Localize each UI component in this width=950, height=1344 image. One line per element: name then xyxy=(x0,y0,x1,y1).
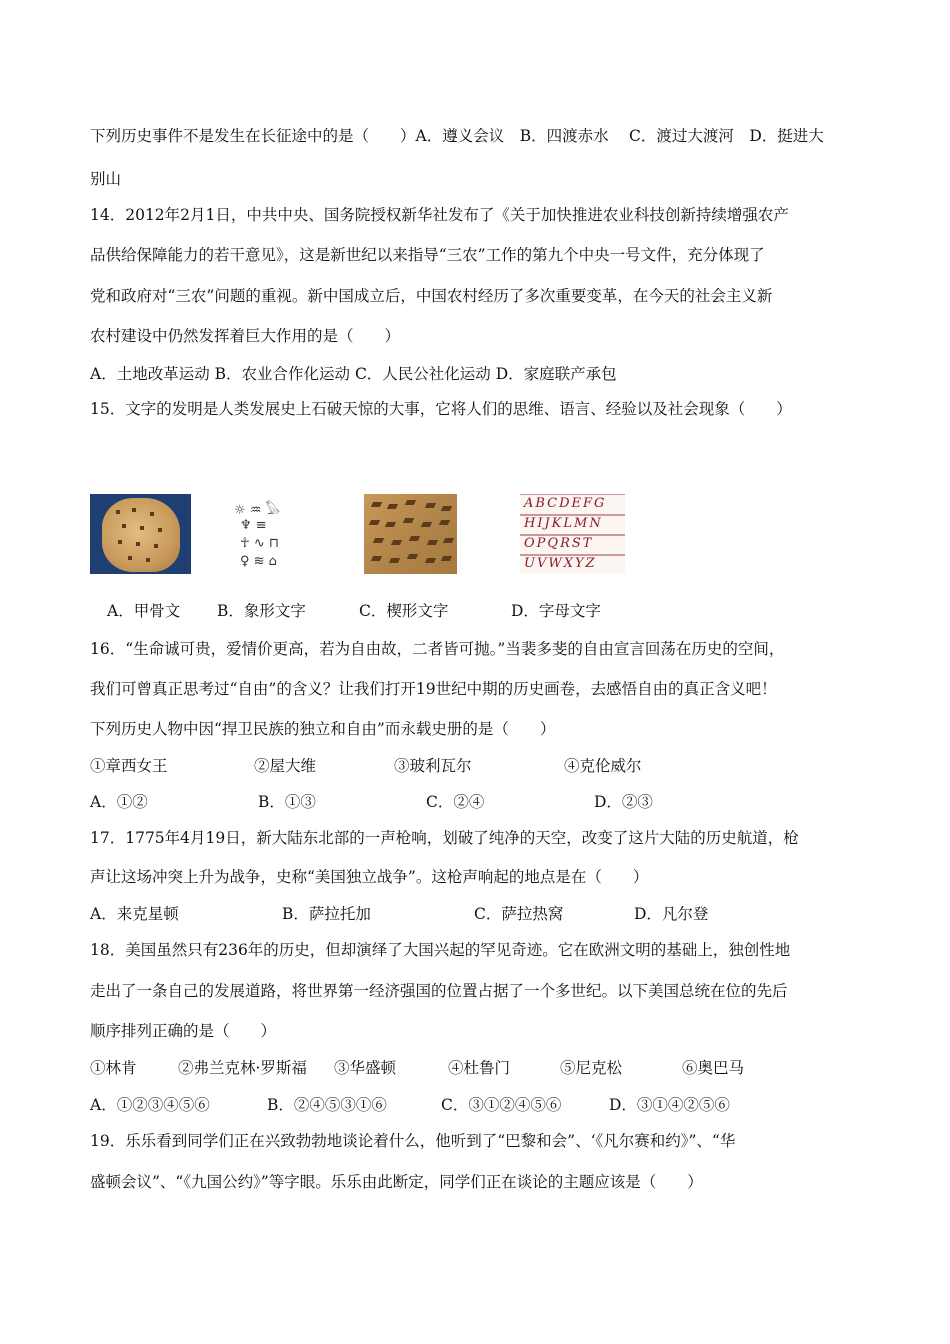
alphabet-row-4: UVWXYZ xyxy=(524,556,597,571)
q18-item-4: ④杜鲁门 xyxy=(448,1059,511,1077)
q19-stem-2: 盛顿会议”、“《九国公约》”等字眼。乐乐由此断定，同学们正在谈论的主题应该是（ ） xyxy=(90,1173,703,1191)
q15-options xyxy=(107,601,601,621)
q14-options: A．土地改革运动 B．农业合作化运动 C．人民公社化运动 D．家庭联产承包 xyxy=(90,365,617,383)
q15-option-b: B．象形文字 xyxy=(217,602,306,620)
q17-options xyxy=(90,904,708,924)
q19-stem-1: 19．乐乐看到同学们正在兴致勃勃地谈论着什么，他听到了“巴黎和会”、‘《凡尔赛和约》”、“华 xyxy=(90,1132,736,1150)
q16-stem-2: 我们可曾真正思考过“自由”的含义？让我们打开19世纪中期的历史画卷，去感悟自由的真正含义吧！ xyxy=(90,680,777,698)
q16-item-2: ②屋大维 xyxy=(254,757,317,775)
q17-option-d: D．凡尔登 xyxy=(634,905,709,923)
alphabet-row-1: ABCDEFG xyxy=(524,496,607,511)
q18-option-a: A．①②③④⑤⑥ xyxy=(90,1096,210,1114)
q18-item-5: ⑤尼克松 xyxy=(560,1059,623,1077)
q15-option-a: A．甲骨文 xyxy=(107,602,181,620)
oracle-bone-image xyxy=(90,494,191,574)
q14-stem-3: 党和政府对“三农”问题的重视。新中国成立后，中国农村经历了多次重要变革，在今天的社会主义新 xyxy=(90,287,773,305)
q18-item-2: ②弗兰克林·罗斯福 xyxy=(178,1059,307,1077)
q14-stem-4: 农村建设中仍然发挥着巨大作用的是（ ） xyxy=(90,327,401,345)
q18-items xyxy=(90,1058,744,1078)
q16-item-4: ④克伦威尔 xyxy=(564,757,642,775)
q17-option-c: C．萨拉热窝 xyxy=(474,905,564,923)
q15-option-d: D．字母文字 xyxy=(511,602,601,620)
q16-item-3: ③玻利瓦尔 xyxy=(394,757,472,775)
q17-option-b: B．萨拉托加 xyxy=(282,905,371,923)
q18-option-b: B．②④⑤③①⑥ xyxy=(267,1096,387,1114)
q16-stem-3: 下列历史人物中因“捍卫民族的独立和自由”而永载史册的是（ ） xyxy=(90,720,556,738)
q16-stem-1: 16．“生命诚可贵，爱情价更高，若为自由故，二者皆可抛。”当裴多斐的自由宣言回荡在历史的空间， xyxy=(90,640,785,658)
q16-option-a: A．①② xyxy=(90,793,148,811)
q14-stem-1: 14．2012年2月1日，中共中央、国务院授权新华社发布了《关于加快推进农业科技创新持续增强农产 xyxy=(90,206,789,224)
q18-option-c: C．③①②④⑤⑥ xyxy=(441,1096,562,1114)
q16-item-1: ①章西女王 xyxy=(90,757,168,775)
q18-item-3: ③华盛顿 xyxy=(334,1059,397,1077)
q15-stem: 15．文字的发明是人类发展史上石破天惊的大事，它将人们的思维、语言、经验以及社会现象（ ） xyxy=(90,400,792,418)
pictograph-image: ☼ ♒ 𓅃 ♆ ≡ ☥ ∿ ⊓ ♀ ≋ ⌂ xyxy=(230,494,310,574)
q15-option-c: C．楔形文字 xyxy=(359,602,449,620)
q16-option-d: D．②③ xyxy=(594,793,653,811)
q17-stem-1: 17．1775年4月19日，新大陆东北部的一声枪响，划破了纯净的天空，改变了这片大陆的历史航道，枪 xyxy=(90,829,799,847)
q18-option-d: D．③①④②⑤⑥ xyxy=(609,1096,730,1114)
q16-option-c: C．②④ xyxy=(426,793,485,811)
alphabet-row-2: HIJKLMN xyxy=(524,516,603,531)
q18-item-1: ①林肯 xyxy=(90,1059,137,1077)
q18-options xyxy=(90,1095,730,1115)
q13-text: 下列历史事件不是发生在长征途中的是（ ）A．遵义会议 B．四渡赤水 C．渡过大渡河 D．挺进大 xyxy=(90,127,824,145)
q17-stem-2: 声让这场冲突上升为战争，史称“美国独立战争”。这枪声响起的地点是在（ ） xyxy=(90,868,649,886)
q17-option-a: A．来克星顿 xyxy=(90,905,179,923)
q16-items xyxy=(90,756,642,776)
q18-item-6: ⑥奥巴马 xyxy=(682,1059,745,1077)
alphabet-image xyxy=(520,494,625,574)
q18-stem-1: 18．美国虽然只有236年的历史，但却演绎了大国兴起的罕见奇迹。它在欧洲文明的基础上，独创性地 xyxy=(90,941,791,959)
cuneiform-image xyxy=(364,494,457,574)
alphabet-row-3: OPQRST xyxy=(524,536,594,551)
q18-stem-2: 走出了一条自己的发展道路，将世界第一经济强国的位置占据了一个多世纪。以下美国总统在位的先后 xyxy=(90,982,788,1000)
q18-stem-3: 顺序排列正确的是（ ） xyxy=(90,1022,277,1040)
q16-option-b: B．①③ xyxy=(258,793,316,811)
q16-options xyxy=(90,792,653,812)
q14-stem-2: 品供给保障能力的若干意见》，这是新世纪以来指导“三农”工作的第九个中央一号文件，充分体现了 xyxy=(90,246,765,264)
q13-text-cont: 别山 xyxy=(90,170,122,188)
